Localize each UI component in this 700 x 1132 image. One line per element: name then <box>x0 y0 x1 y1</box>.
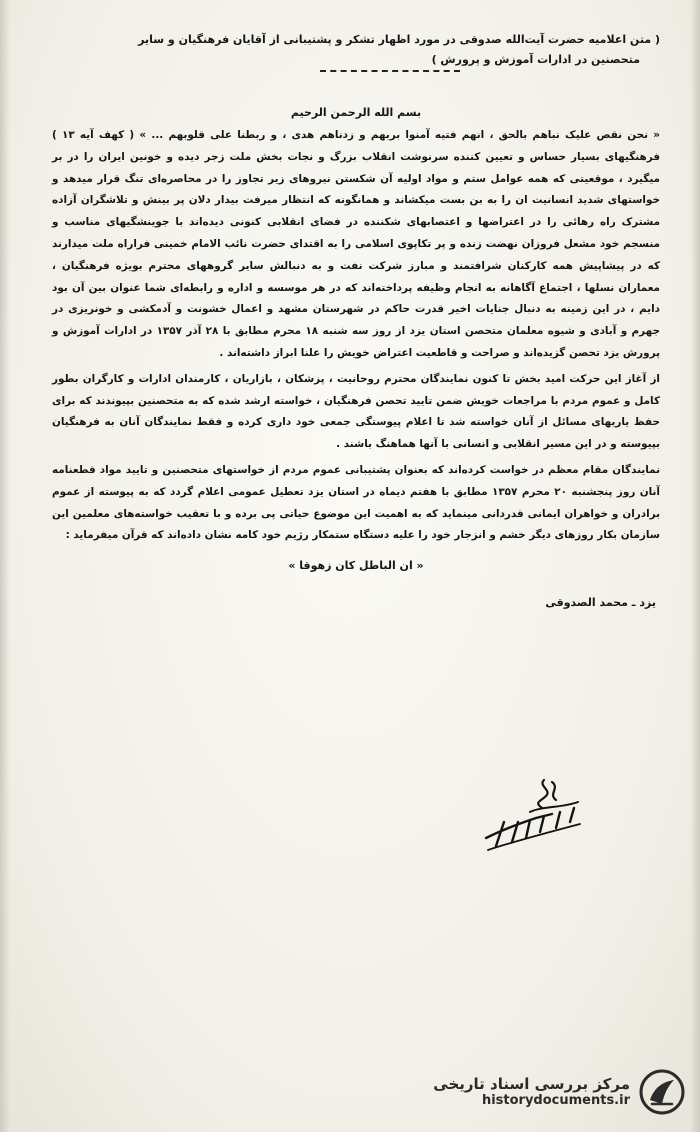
watermark-url: historydocuments.ir <box>481 1093 630 1109</box>
paragraph-2: از آغاز این حرکت امید بخش تا کنون نمایندگان محترم روحانیت ، پزشکان ، بازاریان ، کارمندان ادارات و کارگران بطور کامل و عموم مردم با مراجعات خویش ضمن تایید تحصن فرهنگیان ، خواسته ارشد شده که به متحصنین بپیوندند که برای حفظ یاریهای مسائل از آنان خواسته شد تا اعلام پیوستگی جمعی خود داری کرده و فقط نمایندگان آنان به فرهنگیان بپیوسته و در این مسیر انقلابی و انسانی با آنها هماهنگ باشند . <box>52 372 660 451</box>
document-title <box>52 30 660 70</box>
title-underline <box>320 70 460 72</box>
scan-edge-right <box>690 0 700 1132</box>
watermark-name: مرکز بررسی اسناد تاریخی <box>433 1074 630 1093</box>
document-body <box>52 30 660 609</box>
scan-edge-left <box>0 0 10 1132</box>
document-title-line2: متحصنین در ادارات آموزش و پرورش ) <box>431 53 640 66</box>
archive-logo-icon <box>638 1068 686 1116</box>
document-title-line1: ( متن اعلامیه حضرت آیت‌الله صدوقی در مورد اظهار تشکر و پشتیبانی از آقایان فرهنگیان و سایر <box>138 33 660 46</box>
archive-watermark <box>416 1066 686 1118</box>
watermark-text <box>433 1075 630 1110</box>
signature-scrawl <box>482 772 592 852</box>
paragraph-3: نمایندگان مقام معظم در خواست کرده‌اند که بعنوان پشتیبانی عموم مردم از خواستهای متحصنین و تایید مواد قطعنامه آنان روز پنجشنبه ۲۰ محرم ۱۳۵۷ مطابق با هفتم دیماه در استان یزد تعطیل عمومی اعلام گردد که به پیوسته از عموم برادران و خواهران ایمانی قدردانی مینماید که به اهمیت این موضوع حیاتی پی برده و با تعقیب خواسته‌های معلمین این سازمان بکار روزهای دیگر خشم و انزجار خود را علیه دستگاه ستمکار رژیم خود کامه نشان داده‌اند که قرآن میفرماید : <box>52 463 660 542</box>
signatory-name: یزد ـ محمد الصدوقی <box>545 596 656 610</box>
basmala: بسم الله الرحمن الرحیم <box>290 106 422 119</box>
handwritten-signature <box>482 772 592 852</box>
paragraph-1: « نحن نقص علیک نباهم بالحق ، انهم فتیه آمنوا بربهم و زدناهم هدی ، و ربطنا علی قلوبهم ... » ( کهف آیه ۱۳ ) فرهنگیهای بسیار حساس و تعیین کننده سرنوشت انقلاب بزرگ و نجات بخش ملت زجر دیده و خونین ایران را در بر میگیرد ، موقعیتی که همه عوامل ستم و مواد اولیه آن شکستن نیروهای زیر تجاوز را در محاصره‌ای تنگ قرار میدهد و خواستهای شدید انسانیت ان را به بن بست میکشاند و همانگونه که انتظار میرفت بیدار دلان پر بینش و تلاشگران آزاده مشترک راه رهائی را در اعتراضها و اعتصابهای شکننده در فضای انقلابی کنونی دیده‌اند با جوینشگیهای مناسب و منسجم خود مشعل فروزان نهضت زنده و پر تکاپوی اسلامی را به اقتدای حضرت نائب الامام خمینی فراراه ملت میدارند که در پیشاپیش همه کارکنان شرافتمند و مبارز شرکت نفت و به دنبالش سایر گروههای محترم بویژه فرهنگیان ، معماران نسلها ، اجتماع آگاهانه به انجام وظیفه پرداخته‌اند که در هر موسسه و اداره و رابطه‌ای شما عنوان بین آن بود دایم ، در این زمینه به دنبال جنایات اخیر قدرت حاکم در شهرستان مشهد و اعمال خشونت و آدمکشی و خونریزی در جهرم و آبادی و شیوه معلمان متحصن استان یزد از روز سه شنبه ۱۸ محرم مطابق با ۲۸ آذر ۱۳۵۷ در ادارات آموزش و پرورش یزد تحصن گزیده‌اند و صراحت و قاطعیت اعتراض خویش را علنا ابراز داشته‌اند . <box>52 129 660 359</box>
closing-verse: « ان الباطل کان زهوقا » <box>288 559 424 573</box>
